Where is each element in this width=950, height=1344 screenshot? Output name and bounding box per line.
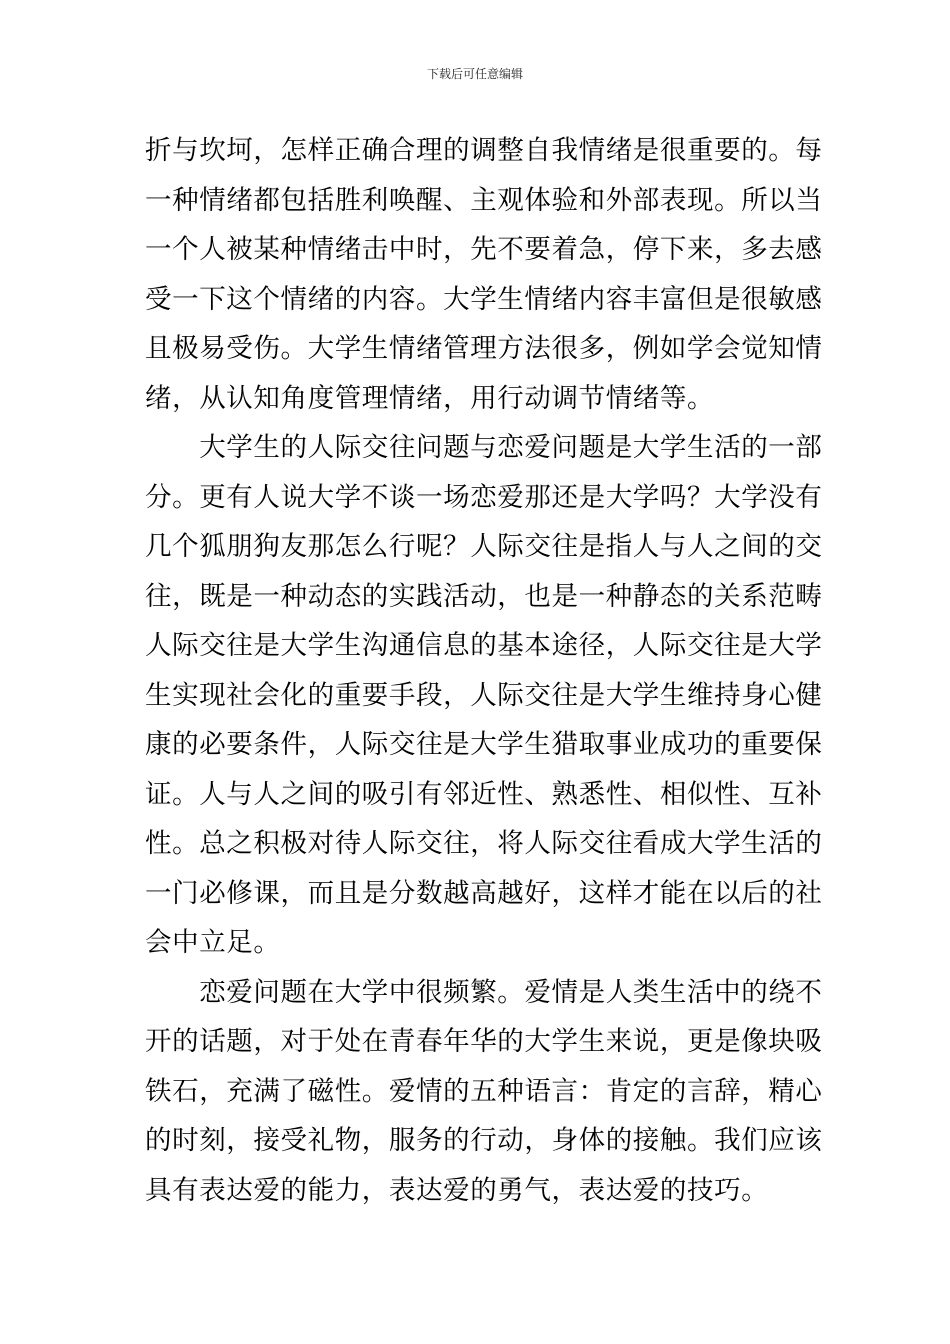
text-line: 康的必要条件，人际交往是大学生猎取事业成功的重要保 bbox=[145, 729, 823, 760]
text-line: 会中立足。 bbox=[145, 927, 281, 958]
text-line: 性。总之积极对待人际交往，将人际交往看成大学生活的 bbox=[145, 828, 823, 859]
text-line: 几个狐朋狗友那怎么行呢？人际交往是指人与人之间的交 bbox=[145, 531, 823, 562]
text-line: 分。更有人说大学不谈一场恋爱那还是大学吗？大学没有 bbox=[145, 481, 823, 513]
text-line: 证。人与人之间的吸引有邻近性、熟悉性、相似性、互补 bbox=[145, 778, 823, 810]
text-line: 受一下这个情绪的内容。大学生情绪内容丰富但是很敏感 bbox=[145, 283, 823, 315]
text-line: 生实现社会化的重要手段，人际交往是大学生维持身心健 bbox=[145, 679, 823, 711]
paragraph-emotion-management bbox=[145, 126, 823, 423]
text-line: 一门必修课，而且是分数越高越好，这样才能在以后的社 bbox=[145, 877, 823, 909]
paragraph-romance bbox=[145, 968, 823, 1216]
paragraph-interpersonal-relations bbox=[145, 423, 823, 968]
text-line: 且极易受伤。大学生情绪管理方法很多，例如学会觉知情 bbox=[145, 333, 823, 364]
text-line: 绪，从认知角度管理情绪，用行动调节情绪等。 bbox=[145, 382, 715, 414]
text-line: 恋爱问题在大学中很频繁。爱情是人类生活中的绕不 bbox=[145, 976, 823, 1008]
text-line: 的时刻，接受礼物，服务的行动，身体的接触。我们应该 bbox=[145, 1125, 823, 1156]
document-body bbox=[145, 126, 823, 1215]
text-line: 一种情绪都包括胜利唤醒、主观体验和外部表现。所以当 bbox=[145, 184, 823, 216]
text-line: 开的话题，对于处在青春年华的大学生来说，更是像块吸 bbox=[145, 1026, 823, 1057]
text-line: 折与坎坷，怎样正确合理的调整自我情绪是很重要的。每 bbox=[145, 135, 823, 166]
text-line: 人际交往是大学生沟通信息的基本途径，人际交往是大学 bbox=[145, 630, 823, 661]
text-line: 往，既是一种动态的实践活动，也是一种静态的关系范畴 bbox=[145, 580, 823, 612]
text-line: 铁石，充满了磁性。爱情的五种语言：肯定的言辞，精心 bbox=[145, 1075, 823, 1107]
text-line: 大学生的人际交往问题与恋爱问题是大学生活的一部 bbox=[145, 432, 823, 463]
text-line: 一个人被某种情绪击中时，先不要着急，停下来，多去感 bbox=[145, 234, 823, 265]
page-header-note: 下载后可任意编辑 bbox=[426, 67, 523, 81]
text-line: 具有表达爱的能力，表达爱的勇气，表达爱的技巧。 bbox=[145, 1174, 769, 1206]
